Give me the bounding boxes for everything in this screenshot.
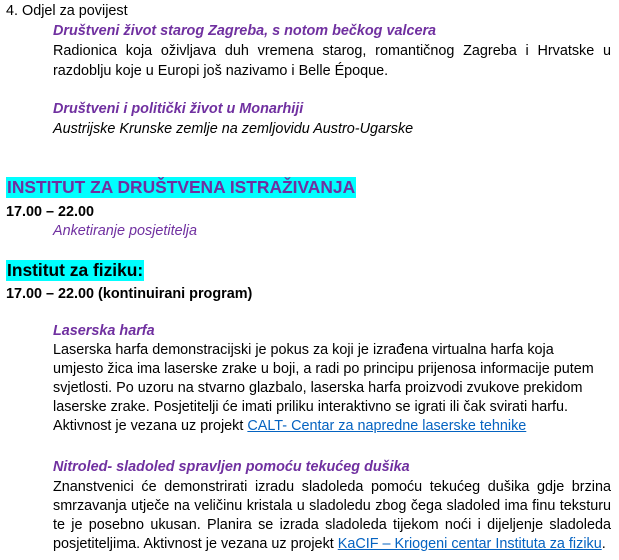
item-description-line <box>53 535 606 553</box>
link-suffix-text: . <box>601 536 606 552</box>
item-description-line: smrzavanja utječe na veličinu kristala u sladoledu zbog čega sladoled ima finu teksturu <box>53 498 611 514</box>
item-description-line: te je posebno ukusan. Planira se izrada sladoleda tijekom noći i dijeljenje sladoleda <box>53 517 611 533</box>
item-description-line: svjetlosti. Po uzoru na stvarno glazbalo, laserska harfa proizvodi zvukove prekidom <box>53 380 583 396</box>
institute-heading: INSTITUT ZA DRUŠTVENA ISTRAŽIVANJA <box>7 177 356 197</box>
item-description: Austrijske Krunske zemlje na zemljovidu Austro-Ugarske <box>53 121 414 137</box>
item-description-line: laserske zrake. Posjetitelji će imati priliku interaktivno se igrati ili čak svirati harfu. <box>53 399 569 415</box>
item-title: Društveni i politički život u Monarhiji <box>53 101 304 117</box>
item-description-line: Radionica koja oživljava duh vremena starog, romantičnog Zagreba i Hrvatske u <box>53 43 611 59</box>
item-description-line: razdoblju koje u Europi još nazivamo i Belle Époque. <box>53 63 389 79</box>
link-prefix-text: Aktivnost je vezana uz projekt <box>53 418 248 434</box>
time-range: 17.00 – 22.00 <box>6 204 95 220</box>
link-prefix-text: posjetiteljima. Aktivnost je vezana uz projekt <box>53 536 338 552</box>
time-range: 17.00 – 22.00 (kontinuirani program) <box>6 286 253 302</box>
item-description-line: Znanstvenici će demonstrirati izradu sladoleda pomoću tekućeg dušika gdje brzina <box>53 479 611 495</box>
section-heading: 4. Odjel za povijest <box>6 3 128 19</box>
item-description-line: Laserska harfa demonstracijski je pokus za koji je izrađena virtualna harfa koja <box>53 342 554 358</box>
calt-project-link[interactable]: CALT- Centar za napredne laserske tehnike <box>247 418 527 434</box>
item-title: Nitroled- sladoled spravljen pomoću tekućeg dušika <box>53 459 410 475</box>
institute-heading: Institut za fiziku: <box>7 260 144 280</box>
item-title: Laserska harfa <box>53 323 155 339</box>
kacif-project-link[interactable]: KaCIF – Kriogeni centar Instituta za fiziku <box>337 536 602 552</box>
activity-text: Anketiranje posjetitelja <box>53 223 197 239</box>
item-title: Društveni život starog Zagreba, s notom bečkog valcera <box>53 23 437 39</box>
item-description-line <box>53 417 526 435</box>
item-description-line: umjesto žica ima laserske zrake u boji, a radi po principu prijenosa informacije putem <box>53 361 594 377</box>
